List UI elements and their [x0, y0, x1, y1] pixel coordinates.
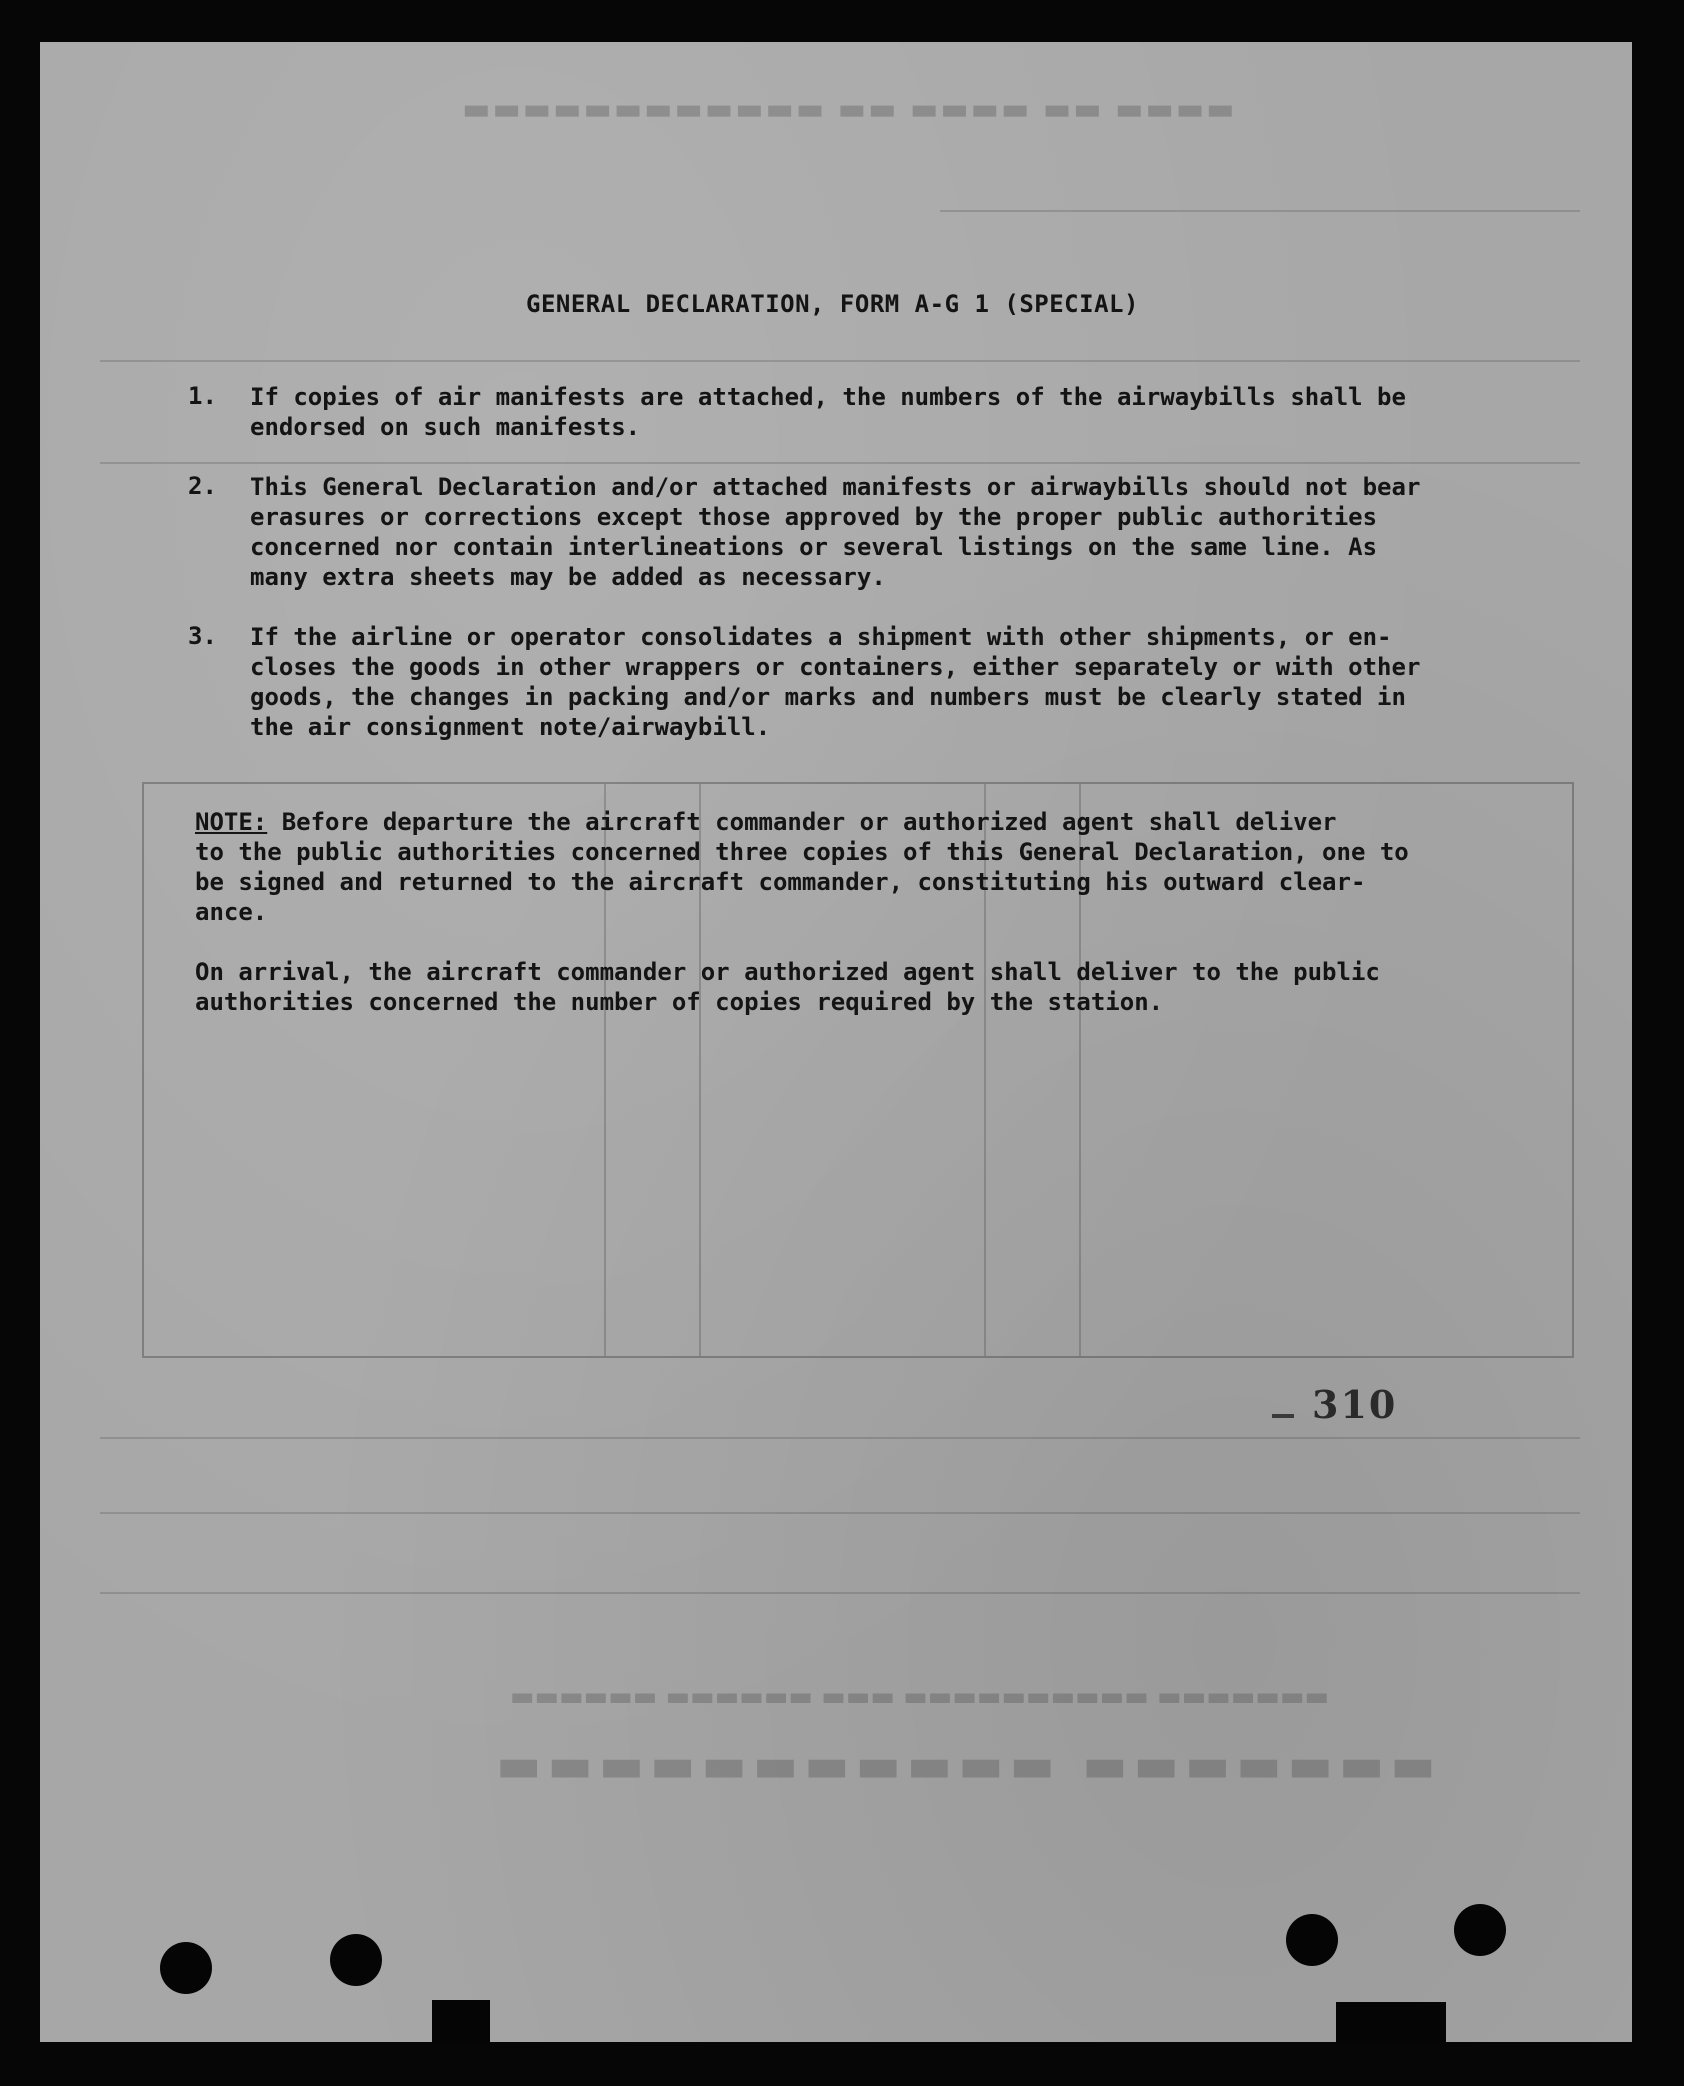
reverse-show-through-subtitle: ▬▬▬▬▬▬▬ ▬▬▬▬▬▬▬▬▬▬ ▬▬▬ ▬▬▬▬▬▬ ▬▬▬▬▬▬: [510, 1682, 1330, 1712]
reverse-show-through-line: [100, 462, 1580, 464]
torn-edge: [1336, 2002, 1446, 2042]
stamp-dash: [1272, 1414, 1294, 1418]
item-number: 2.: [188, 472, 217, 500]
arrival-paragraph: On arrival, the aircraft commander or authorized agent shall deliver to the public authorities concerned the number of copies required by the station.: [195, 958, 1380, 1016]
document-title: GENERAL DECLARATION, FORM A-G 1 (SPECIAL): [526, 290, 1139, 318]
reverse-show-through-line: [100, 360, 1580, 362]
punch-hole: [1454, 1904, 1506, 1956]
note-text: Before departure the aircraft commander or authorized agent shall deliver to the public authorities concerned three copies of this General Declaration, one to be signed and returned to the aircraft commander, constituting his outward clear- ance.: [195, 808, 1409, 926]
item-text: If copies of air manifests are attached, the numbers of the airwaybills shall be endorsed on such manifests.: [250, 383, 1406, 441]
punch-hole: [1286, 1914, 1338, 1966]
reverse-show-through-line: [100, 1437, 1580, 1439]
note-paragraph: [195, 807, 1555, 927]
reverse-show-through-line: [100, 1592, 1580, 1594]
item-number: 3.: [188, 622, 217, 650]
item-number: 1.: [188, 382, 217, 410]
torn-edge: [432, 2000, 490, 2042]
punch-hole: [160, 1942, 212, 1994]
note-label: NOTE:: [195, 808, 268, 836]
reverse-show-through-line: [940, 210, 1580, 212]
reverse-show-through-title: ▬▬▬▬▬▬▬ ▬▬▬▬▬▬▬▬▬▬▬: [490, 1737, 1436, 1793]
page-number-stamp: 310: [1312, 1382, 1398, 1427]
punch-hole: [330, 1934, 382, 1986]
reverse-show-through-header: ▬▬▬▬ ▬▬ ▬▬▬▬ ▬▬ ▬▬▬▬▬▬▬▬▬▬▬▬: [460, 92, 1235, 127]
reverse-show-through-line: [100, 1512, 1580, 1514]
document-page: [40, 42, 1632, 2042]
item-text: If the airline or operator consolidates a shipment with other shipments, or en- closes the goods in other wrappers or containers, either separately or with other goods, the changes in packing and/or marks and numbers must be clearly stated in the air consignment note/airwaybill.: [250, 623, 1421, 741]
item-text: This General Declaration and/or attached manifests or airwaybills should not bear erasures or corrections except those approved by the proper public authorities concerned nor contain interlineations or several listings on the same line. As many extra sheets may be added as necessary.: [250, 473, 1421, 591]
